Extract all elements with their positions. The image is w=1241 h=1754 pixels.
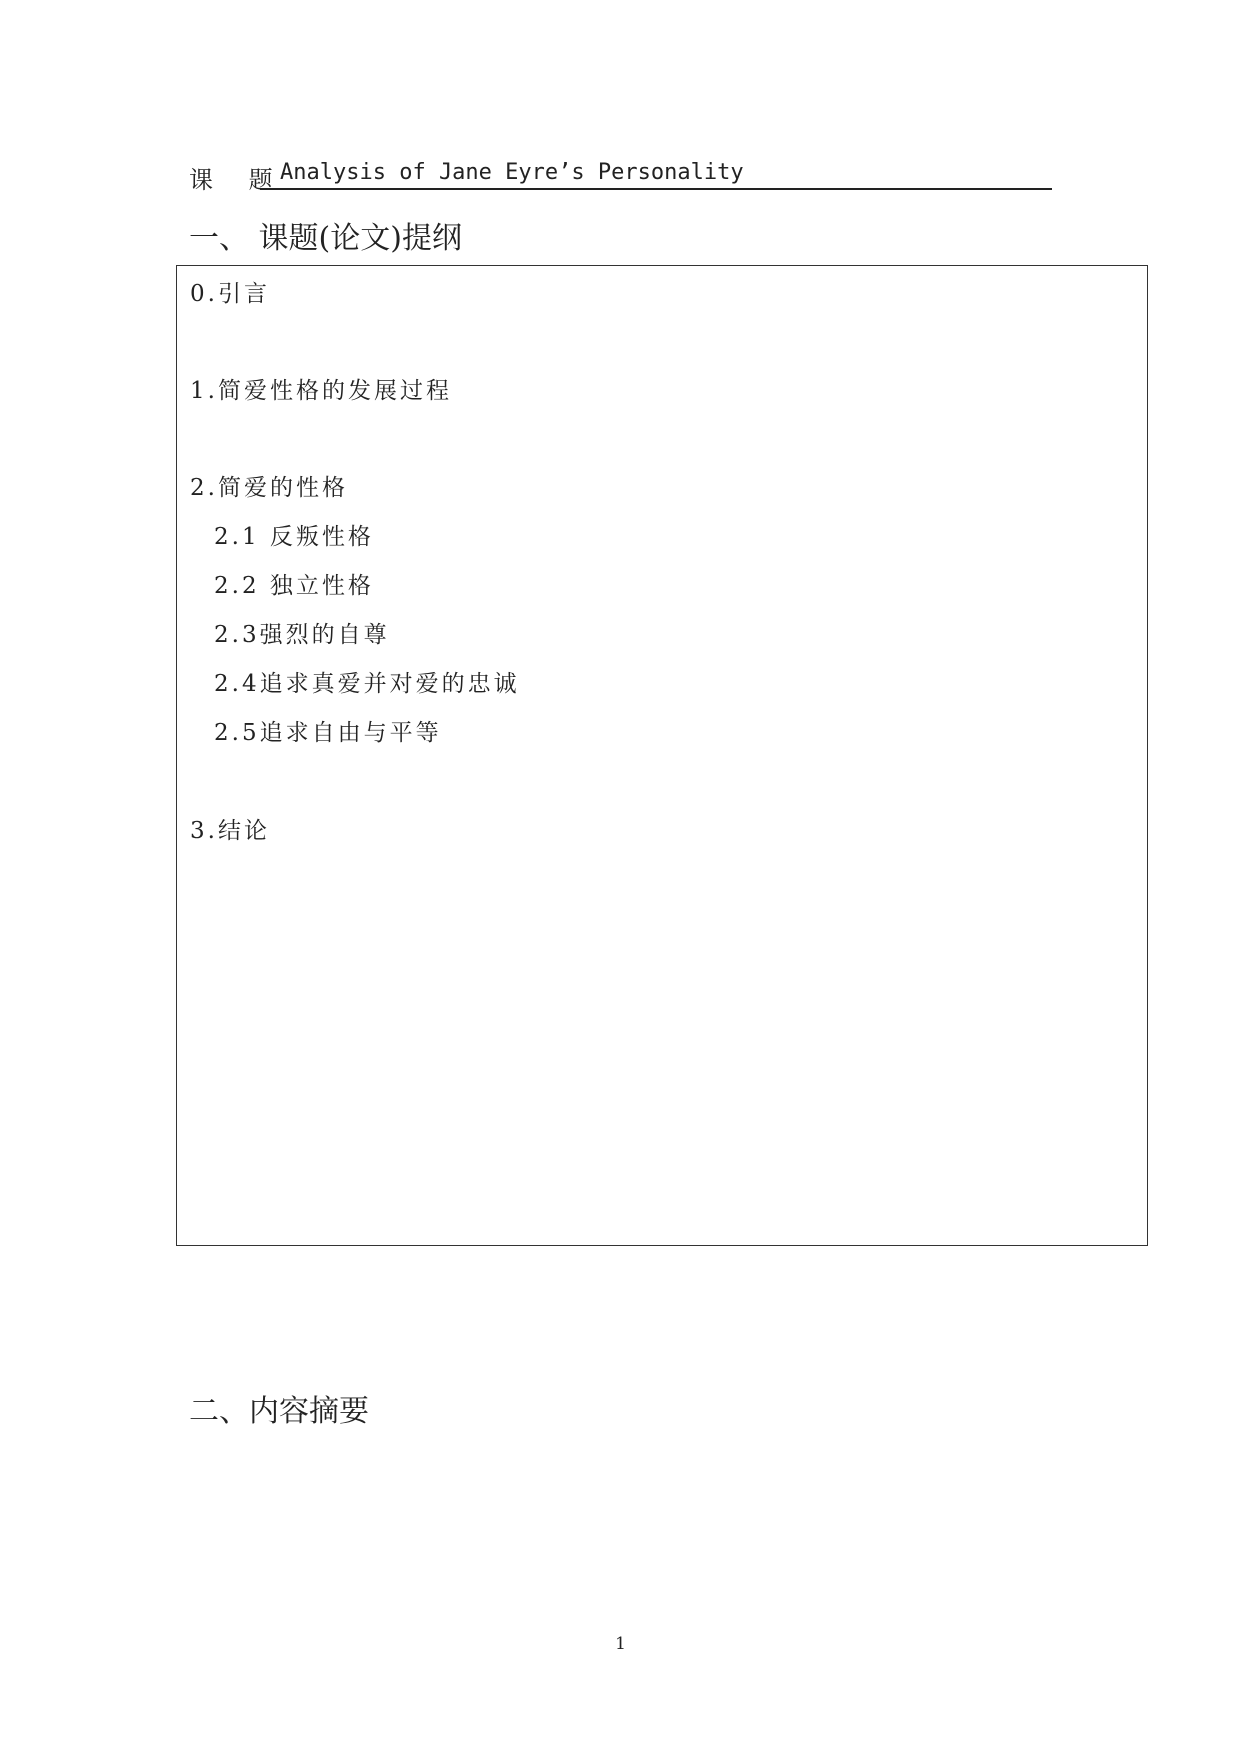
section-heading-outline: 一、 课题(论文)提纲	[189, 221, 462, 256]
outline-subitem-freedom-equality: 2.5追求自由与平等	[214, 720, 442, 746]
topic-label: 课 题	[189, 166, 287, 194]
section-heading-abstract: 二、内容摘要	[189, 1394, 369, 1429]
outline-subitem-self-esteem: 2.3强烈的自尊	[214, 622, 390, 648]
outline-subitem-rebellion: 2.1 反叛性格	[214, 524, 374, 550]
outline-item-conclusion: 3.结论	[190, 818, 270, 844]
outline-item-development: 1.简爱性格的发展过程	[190, 378, 452, 404]
topic-value: Analysis of Jane Eyre’s Personality	[260, 160, 1052, 190]
outline-item-personality: 2.简爱的性格	[190, 475, 348, 501]
outline-subitem-independence: 2.2 独立性格	[214, 573, 374, 599]
outline-item-introduction: 0.引言	[190, 281, 270, 307]
outline-box	[176, 265, 1148, 1246]
page-number: 1	[615, 1634, 626, 1654]
outline-subitem-true-love: 2.4追求真爱并对爱的忠诚	[214, 671, 520, 697]
